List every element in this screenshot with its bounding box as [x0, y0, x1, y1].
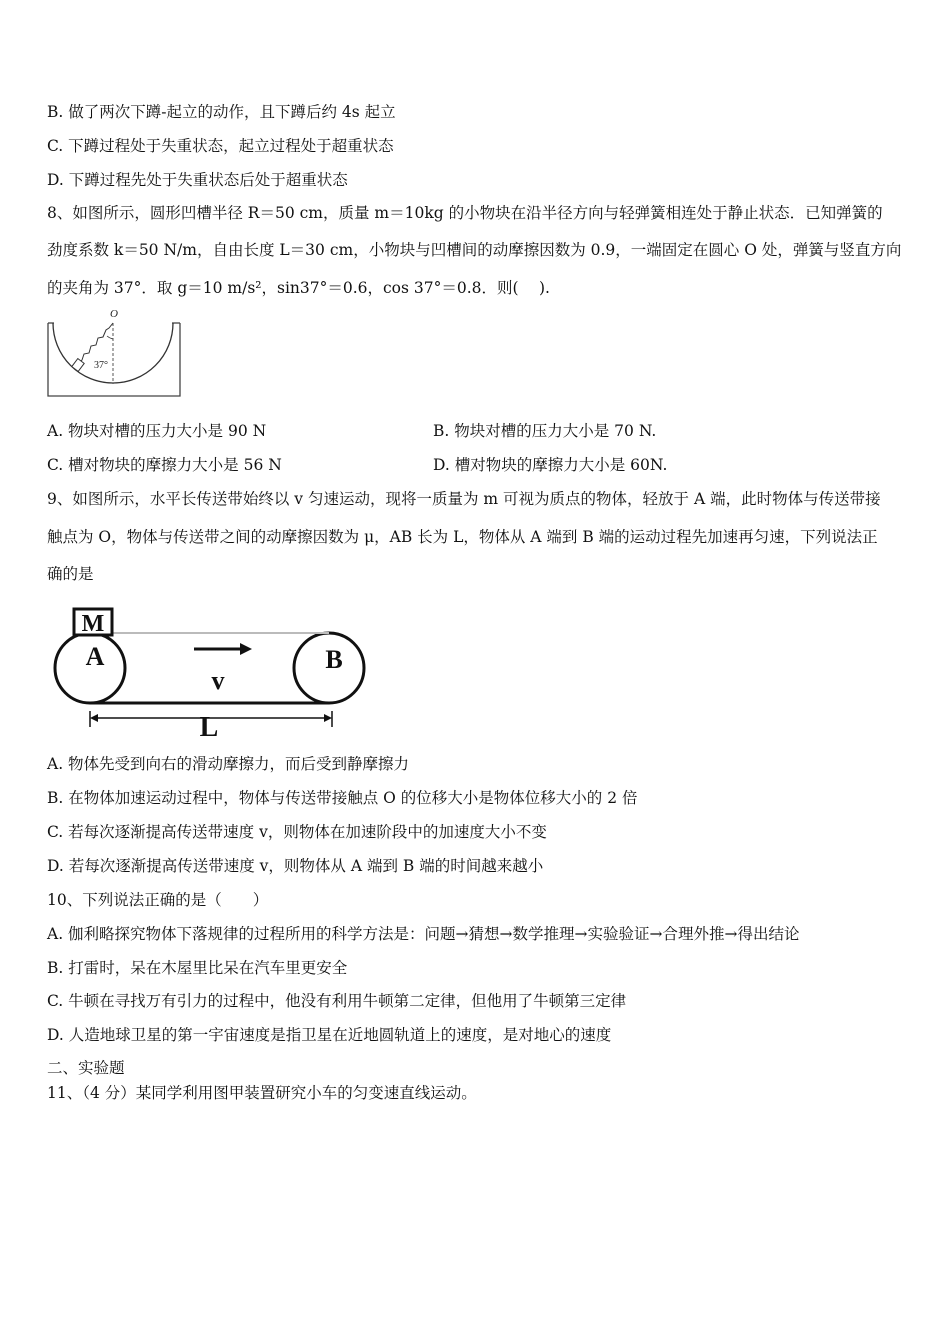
q9-option-b: B. 在物体加速运动过程中，物体与传送带接触点 O 的位移大小是物体位移大小的 2 倍	[47, 789, 638, 807]
q11-stem: 11、（4 分）某同学利用图甲装置研究小车的匀变速直线运动。	[47, 1084, 477, 1102]
q8-stem-line-2: 劲度系数 k＝50 N/m，自由长度 L＝30 cm，小物块与凹槽间的动摩擦因数为 0.9，一端固定在圆心 O 处，弹簧与竖直方向	[47, 241, 902, 259]
q9-stem-line-1: 9、如图所示，水平长传送带始终以 v 匀速运动，现将一质量为 m 可视为质点的物体，轻放于 A 端，此时物体与传送带接	[47, 490, 881, 508]
q9-stem-line-3: 确的是	[47, 565, 94, 583]
q9-velocity-label: v	[211, 666, 225, 695]
section-heading: 二、实验题	[47, 1059, 125, 1077]
q7-option-c: C. 下蹲过程处于失重状态，起立过程处于超重状态	[47, 137, 394, 155]
q8-option-b: B. 物块对槽的压力大小是 70 N.	[433, 422, 657, 440]
q7-option-b: B. 做了两次下蹲-起立的动作，且下蹲后约 4s 起立	[47, 103, 396, 121]
q8-center-label: O	[110, 308, 118, 320]
q8-angle-label: 37°	[94, 360, 108, 371]
q8-stem-line-1: 8、如图所示，圆形凹槽半径 R＝50 cm，质量 m＝10kg 的小物块在沿半径方向与轻弹簧相连处于静止状态．已知弹簧的	[47, 204, 883, 222]
q10-option-d: D. 人造地球卫星的第一宇宙速度是指卫星在近地圆轨道上的速度，是对地心的速度	[47, 1026, 612, 1044]
q9-pulley-b-label: B	[325, 645, 343, 674]
q8-option-d: D. 槽对物块的摩擦力大小是 60N.	[433, 456, 668, 474]
q10-option-b: B. 打雷时，呆在木屋里比呆在汽车里更安全	[47, 959, 348, 977]
q9-block-label: M	[81, 611, 105, 637]
q10-option-a: A. 伽利略探究物体下落规律的过程所用的科学方法是：问题→猜想→数学推理→实验验证→合理外推→得出结论	[47, 925, 800, 943]
q8-stem-line-3: 的夹角为 37°．取 g＝10 m/s²，sin37°＝0.6，cos 37°＝0.8．则( ).	[47, 279, 550, 297]
q9-length-label: L	[199, 712, 219, 743]
q10-option-c: C. 牛顿在寻找万有引力的过程中，他没有利用牛顿第二定律，但他用了牛顿第三定律	[47, 992, 627, 1010]
q9-option-d: D. 若每次逐渐提高传送带速度 v，则物体从 A 端到 B 端的时间越来越小	[47, 857, 544, 875]
q9-figure-conveyor	[52, 603, 372, 743]
q9-option-c: C. 若每次逐渐提高传送带速度 v，则物体在加速阶段中的加速度大小不变	[47, 823, 547, 841]
q7-option-d: D. 下蹲过程先处于失重状态后处于超重状态	[47, 171, 348, 189]
q9-stem-line-2: 触点为 O，物体与传送带之间的动摩擦因数为 μ，AB 长为 L，物体从 A 端到 B 端的运动过程先加速再匀速，下列说法正	[47, 528, 878, 546]
q10-stem: 10、下列说法正确的是（ ）	[47, 891, 269, 909]
q8-option-a: A. 物块对槽的压力大小是 90 N	[47, 422, 267, 440]
q8-option-c: C. 槽对物块的摩擦力大小是 56 N	[47, 456, 282, 474]
q9-pulley-a-label: A	[85, 642, 105, 671]
q8-figure-groove	[46, 308, 186, 400]
q9-option-a: A. 物体先受到向右的滑动摩擦力，而后受到静摩擦力	[47, 755, 410, 773]
